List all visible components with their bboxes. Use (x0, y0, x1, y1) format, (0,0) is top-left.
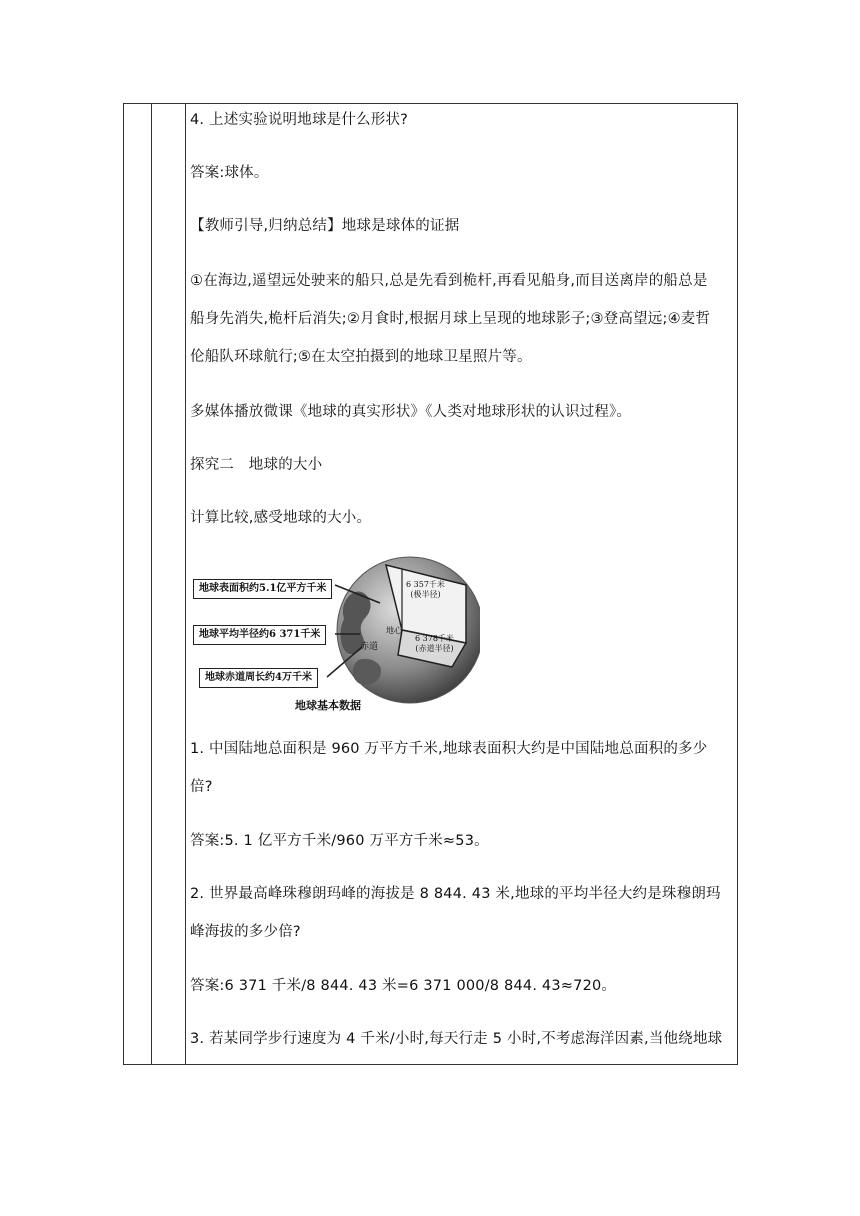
question-2-line-1: 2. 世界最高峰珠穆朗玛峰的海拔是 8 844. 43 米,地球的平均半径大约是珠穆朗玛 (190, 886, 721, 902)
polar-radius-label (406, 580, 445, 600)
summary-title: 【教师引导,归纳总结】地球是球体的证据 (190, 218, 460, 234)
calc-line: 计算比较,感受地球的大小。 (190, 510, 372, 526)
equatorial-radius-caption: (赤道半径) (415, 644, 454, 653)
evidence-line-2: 船身先消失,桅杆后消失;②月食时,根据月球上呈现的地球影子;③登高望远;④麦哲 (190, 311, 711, 327)
answer-1: 答案:5. 1 亿平方千米/960 万平方千米≈53。 (190, 833, 489, 849)
question-2-line-2: 峰海拔的多少倍? (190, 924, 301, 940)
evidence-line-3: 伦船队环球航行;⑤在太空拍摄到的地球卫星照片等。 (190, 349, 532, 365)
question-1-line-2: 倍? (190, 779, 213, 795)
earth-data-figure (190, 555, 480, 715)
mean-radius-box: 地球平均半径约6 371千米 (193, 625, 326, 645)
explore-2-heading: 探究二 地球的大小 (190, 457, 323, 473)
multimedia-line: 多媒体播放微课《地球的真实形状》《人类对地球形状的认识过程》。 (190, 404, 632, 420)
column-divider-1 (151, 104, 152, 1064)
question-1-line-1: 1. 中国陆地总面积是 960 万平方千米,地球表面积大约是中国陆地总面积的多少 (190, 741, 708, 757)
equatorial-radius-label (415, 634, 454, 654)
equator-label: 赤道 (360, 642, 379, 652)
question-3-line-1: 3. 若某同学步行速度为 4 千米/小时,每天行走 5 小时,不考虑海洋因素,当他绕地球 (190, 1031, 723, 1047)
center-label: 地心 (386, 626, 402, 635)
answer-2: 答案:6 371 千米/8 844. 43 米=6 371 000/8 844. 43≈720。 (190, 978, 617, 994)
polar-radius-caption: (极半径) (410, 590, 441, 599)
column-divider-2 (185, 104, 186, 1064)
figure-caption: 地球基本数据 (295, 699, 361, 712)
equatorial-radius-value: 6 378千米 (415, 634, 454, 643)
answer-4: 答案:球体。 (190, 165, 269, 181)
evidence-line-1: ①在海边,遥望远处驶来的船只,总是先看到桅杆,再看见船身,而目送离岸的船总是 (190, 273, 708, 289)
equator-circumference-box: 地球赤道周长约4万千米 (199, 668, 318, 688)
surface-area-box: 地球表面积约5.1亿平方千米 (193, 579, 332, 599)
polar-radius-value: 6 357千米 (406, 580, 445, 589)
question-4: 4. 上述实验说明地球是什么形状? (190, 112, 409, 128)
